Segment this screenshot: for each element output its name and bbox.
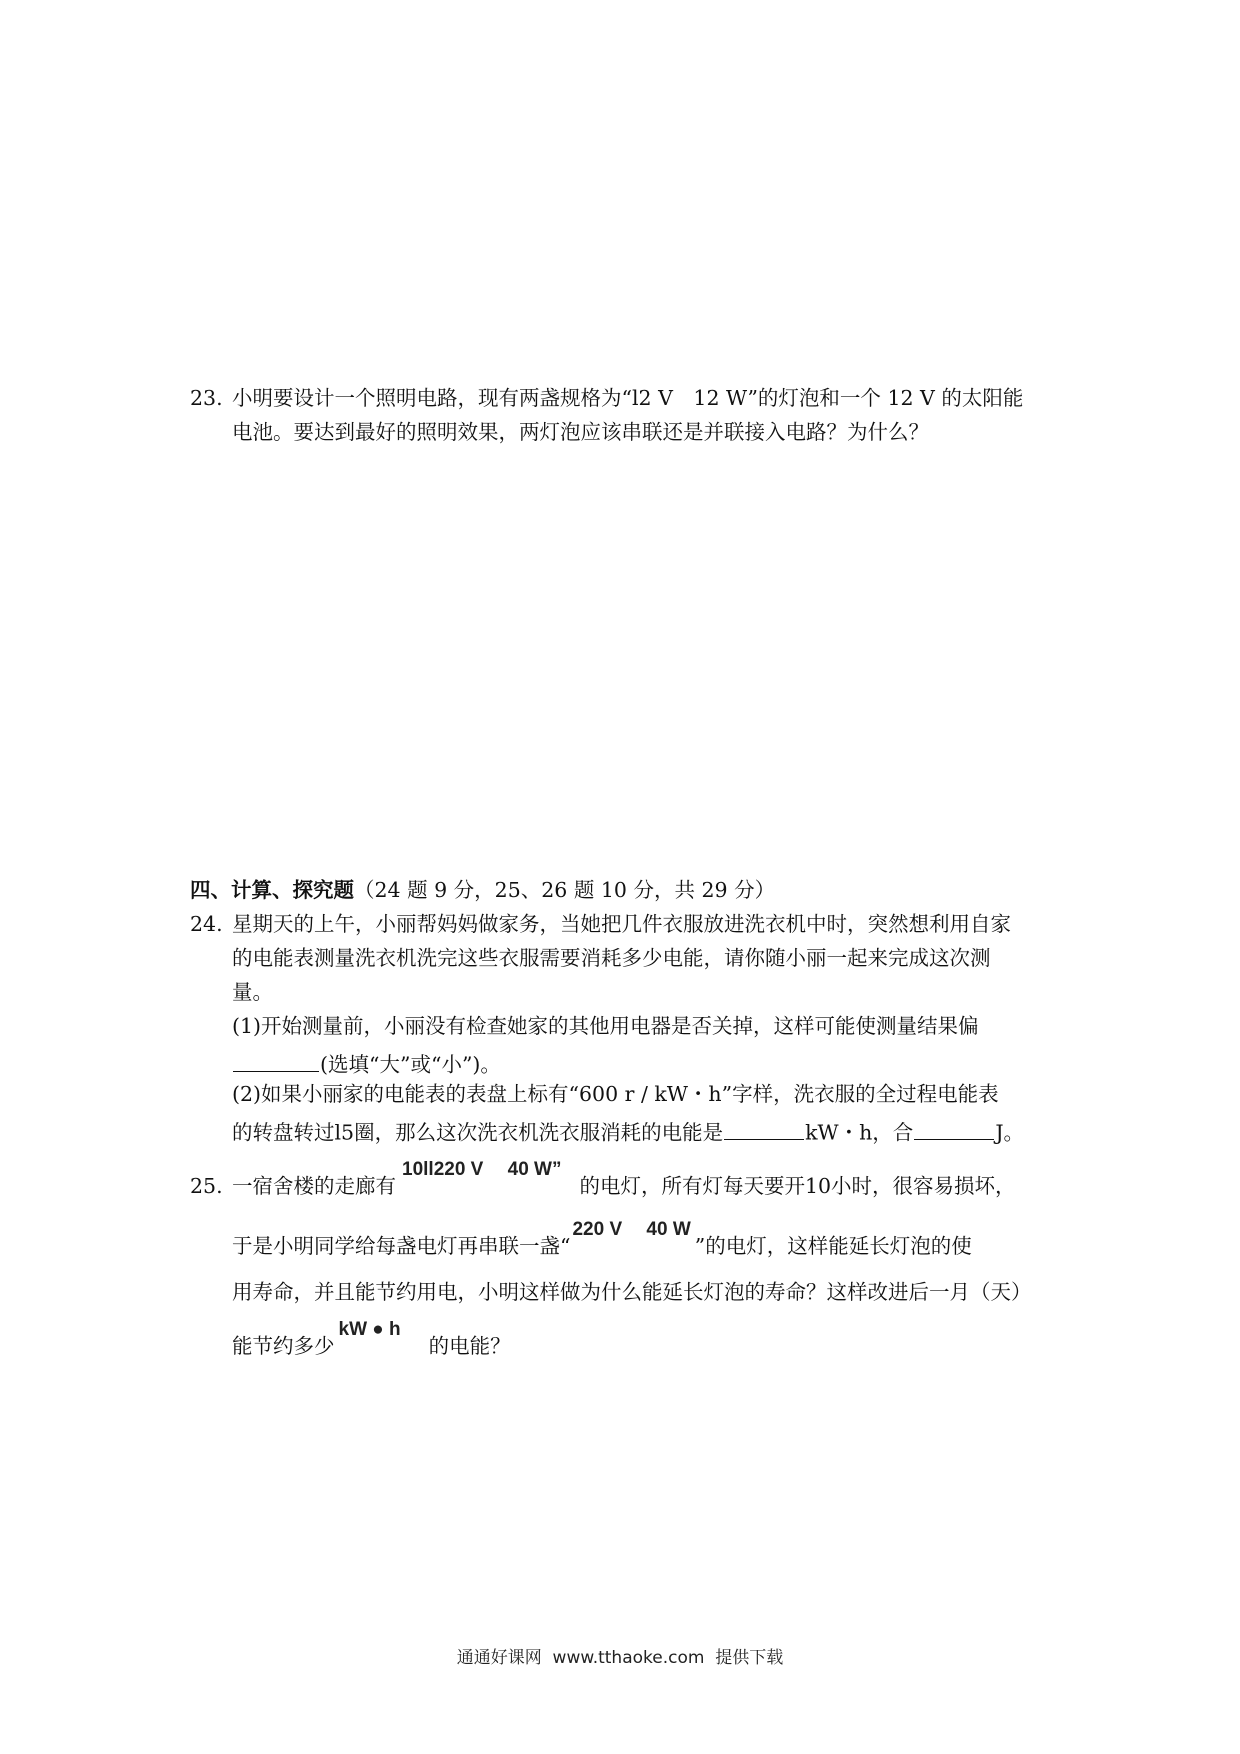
- question-25-line-3: 用寿命，并且能节约用电，小明这样做为什么能延长灯泡的寿命？这样改进后一月（天）: [232, 1280, 1032, 1304]
- question-23-line-2: 电池。要达到最好的照明效果，两灯泡应该串联还是并联接入电路？为什么？: [232, 420, 929, 444]
- question-25-number: 25.: [190, 1174, 223, 1198]
- question-24-number: 24.: [190, 912, 223, 936]
- question-24-part-2-text-b: kW・h，合: [805, 1120, 914, 1145]
- question-24-line-3: 量。: [232, 980, 273, 1004]
- question-23-number: 23.: [190, 386, 223, 410]
- question-24-part-1-line-1: (1)开始测量前，小丽没有检查她家的其他用电器是否关掉，这样可能使测量结果偏: [232, 1014, 979, 1038]
- answer-blank-1[interactable]: [233, 1050, 319, 1072]
- formula-energy-unit: kW ● h: [338, 1319, 401, 1340]
- question-24-part-2-line-2: [232, 1118, 1024, 1143]
- question-24-part-1-options: (选填“大”或“小”)。: [320, 1052, 501, 1077]
- question-24-part-2-line-1: (2)如果小丽家的电能表的表盘上标有“600 r / kW・h”字样，洗衣服的全过程电能表: [232, 1082, 999, 1106]
- question-23-line-1: 小明要设计一个照明电路，现有两盏规格为“l2 V 12 W”的灯泡和一个 12 V 的太阳能: [232, 386, 1024, 410]
- question-25-line-2-text-a: 于是小明同学给每盏电灯再串联一盏“: [232, 1234, 571, 1258]
- question-25-line-1-text-a: 一宿舍楼的走廊有: [232, 1174, 396, 1198]
- question-25-line-4: [232, 1319, 511, 1358]
- question-25-line-2-text-b: ”的电灯，这样能延长灯泡的使: [694, 1234, 972, 1258]
- question-25-line-4-text-b: 的电能？: [428, 1334, 511, 1358]
- question-25-line-1-text-b: 的电灯，所有灯每天要开10小时，很容易损坏，: [579, 1174, 1016, 1198]
- question-25-line-4-text-a: 能节约多少: [232, 1334, 335, 1358]
- answer-blank-3[interactable]: [914, 1118, 994, 1140]
- footer-source: 通通好课网 www.tthaoke.com 提供下载: [456, 1648, 784, 1668]
- section-4-title: 四、计算、探究题: [190, 878, 354, 902]
- section-4-score-note: （24 题 9 分，25、26 题 10 分，共 29 分）: [354, 878, 776, 902]
- answer-blank-2[interactable]: [724, 1118, 804, 1140]
- formula-lamp-spec-1: 10ll220 V 40 W”: [402, 1159, 562, 1180]
- question-24-line-1: 星期天的上午，小丽帮妈妈做家务，当她把几件衣服放进洗衣机中时，突然想利用自家: [232, 912, 1011, 936]
- question-24-line-2: 的电能表测量洗衣机洗完这些衣服需要消耗多少电能，请你随小丽一起来完成这次测: [232, 946, 991, 970]
- formula-lamp-spec-2: 220 V 40 W: [572, 1219, 691, 1240]
- section-4-heading: [190, 880, 775, 901]
- question-24-part-1-line-2: [232, 1050, 501, 1075]
- question-25-line-2: [232, 1219, 972, 1258]
- question-25-line-1: [232, 1159, 1016, 1198]
- question-24-part-2-text-c: J。: [995, 1120, 1025, 1145]
- question-24-part-2-text-a: 的转盘转过l5圈，那么这次洗衣机洗衣服消耗的电能是: [232, 1120, 724, 1145]
